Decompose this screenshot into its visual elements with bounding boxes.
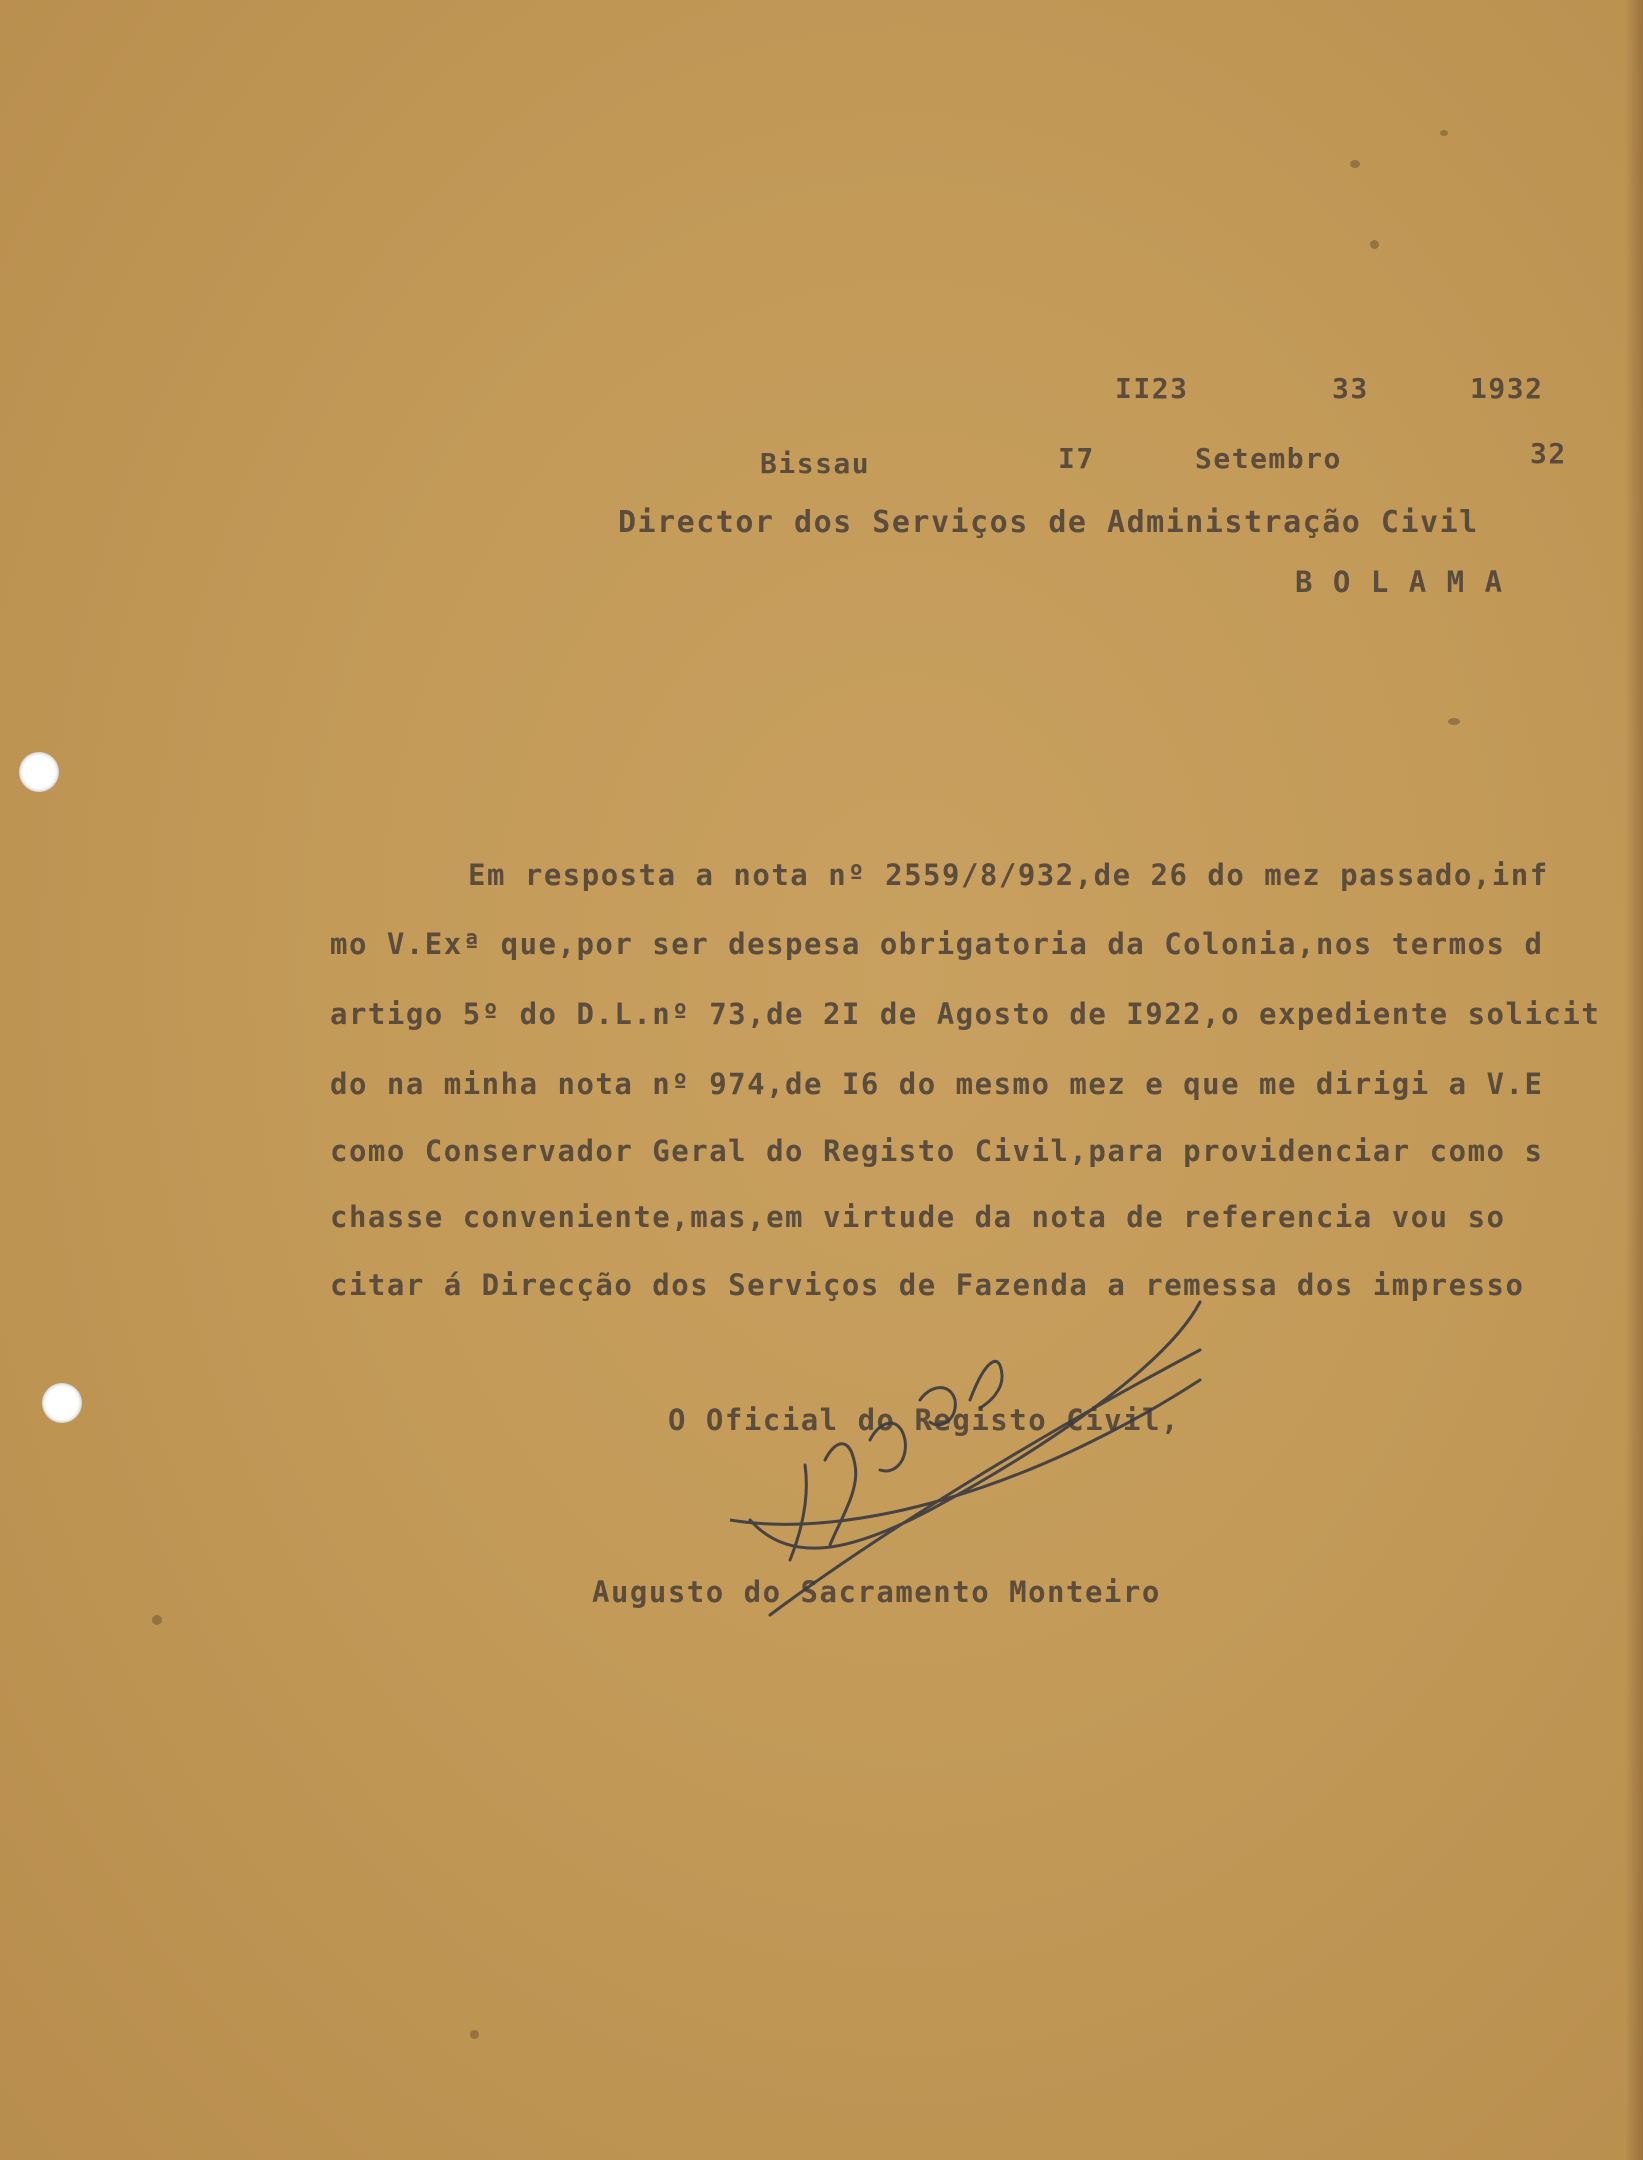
date-day: I7 [1058, 442, 1095, 475]
paper-speck [470, 2030, 479, 2039]
body-line: artigo 5º do D.L.nº 73,de 2I de Agosto de I922,o expediente solicit [330, 997, 1601, 1031]
paper-speck [1440, 130, 1448, 136]
date-month: Setembro [1195, 442, 1342, 475]
body-line: como Conservador Geral do Registo Civil,para providenciar como s [330, 1134, 1544, 1168]
date-year: 32 [1530, 437, 1567, 470]
body-line: chasse conveniente,mas,em virtude da nota de referencia vou so [330, 1200, 1506, 1234]
reference-number: II23 [1115, 372, 1189, 405]
handwritten-signature [730, 1290, 1220, 1630]
signatory-name: Augusto do Sacramento Monteiro [592, 1575, 1161, 1609]
body-line: mo V.Exª que,por ser despesa obrigatoria da Colonia,nos termos d [330, 927, 1544, 961]
punch-hole-upper [19, 752, 59, 792]
recipient-location: B O L A M A [1295, 565, 1504, 599]
paper-speck [152, 1615, 162, 1625]
body-line: do na minha nota nº 974,de I6 do mesmo mez e que me dirigi a V.E [330, 1067, 1544, 1101]
reference-process: 33 [1332, 372, 1369, 405]
body-line: citar á Direcção dos Serviços de Fazenda a remessa dos impresso [330, 1268, 1525, 1302]
place: Bissau [760, 447, 871, 480]
paper-speck [1370, 240, 1379, 249]
recipient-title: Director dos Serviços de Administração Civil [618, 505, 1479, 540]
body-line: Em resposta a nota nº 2559/8/932,de 26 do mez passado,inf [468, 858, 1549, 892]
paper-speck [1448, 718, 1460, 725]
paper-speck [1350, 160, 1360, 168]
reference-year: 1932 [1470, 372, 1544, 405]
punch-hole-lower [42, 1383, 82, 1423]
signatory-role: O Oficial do Registo Civil, [668, 1403, 1180, 1437]
